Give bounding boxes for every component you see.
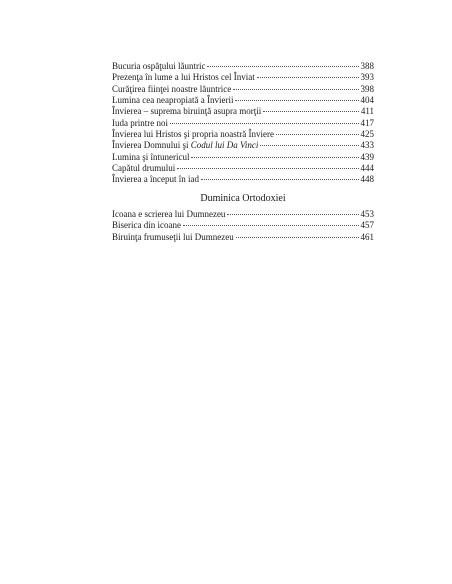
toc-leader-dots [260,145,358,146]
toc-entry-page: 425 [360,129,374,140]
toc-leader-dots [263,111,359,112]
table-of-contents-part-2 [112,209,374,243]
toc-entry-title: Iuda printre noi [112,117,168,128]
toc-entry [112,140,374,151]
table-of-contents-part-1 [112,61,374,186]
toc-entry-page: 433 [360,140,374,151]
toc-entry-page: 398 [360,83,374,94]
toc-entry-title: Lumina cea neapropiată a Învierii [112,95,234,106]
toc-entry-title: Biserica din icoane [112,220,181,231]
toc-entry-title-italic: Codul lui Da Vinci [190,140,259,151]
toc-entry-title: Prezenţa în lume a lui Hristos cel Înviat [112,72,255,83]
toc-entry [112,174,374,185]
toc-entry-title: Curăţirea fiinţei noastre lăuntrice [112,83,232,94]
toc-entry-title: Învierea a început în iad [112,174,199,185]
toc-entry [112,61,374,72]
toc-leader-dots [235,100,358,101]
toc-entry-page: 453 [360,209,374,219]
toc-entry-page: 388 [360,61,374,71]
toc-entry-title: Capătul drumului [112,163,176,174]
toc-entry [112,84,374,95]
section-heading: Duminica Ortodoxiei [200,193,286,204]
toc-entry [112,152,374,163]
toc-entry-title: Lumina şi întunericul [112,151,190,162]
toc-leader-dots [191,157,358,158]
toc-entry [112,95,374,106]
toc-leader-dots [257,77,359,78]
toc-entry-title: Învierea – suprema biruinţă asupra morţii [112,106,262,117]
toc-entry [112,232,374,243]
toc-entry [112,163,374,174]
toc-entry-page: 461 [360,231,374,242]
toc-entry-page: 448 [360,174,374,185]
toc-leader-dots [177,168,358,169]
toc-entry [112,220,374,231]
toc-leader-dots [233,89,358,90]
toc-leader-dots [207,66,358,67]
toc-entry-title [112,140,258,151]
toc-entry [112,118,374,129]
toc-leader-dots [276,134,359,135]
toc-leader-dots [236,237,359,238]
toc-entry-title-prefix: Învierea Domnului şi [112,140,191,151]
toc-entry-title: Învierea lui Hristos şi propria noastră Înviere [112,129,274,140]
toc-entry [112,72,374,83]
toc-entry-title: Bucuria ospăţului lăuntric [112,61,206,71]
toc-entry-page: 457 [360,220,374,231]
toc-entry-page: 411 [360,106,374,117]
toc-entry-page: 393 [360,72,374,83]
toc-entry [112,209,374,220]
toc-leader-dots [227,214,358,215]
toc-entry-page: 439 [360,151,374,162]
toc-entry [112,129,374,140]
toc-entry-title: Icoana e scrierea lui Dumnezeu [112,209,226,219]
toc-entry-page: 404 [360,95,374,106]
toc-entry-title: Biruinţa frumuseţii lui Dumnezeu [112,231,234,242]
toc-entry-page: 417 [360,117,374,128]
toc-leader-dots [170,123,359,124]
toc-entry-page: 444 [360,163,374,174]
toc-leader-dots [201,179,359,180]
toc-leader-dots [183,225,359,226]
toc-entry [112,106,374,117]
